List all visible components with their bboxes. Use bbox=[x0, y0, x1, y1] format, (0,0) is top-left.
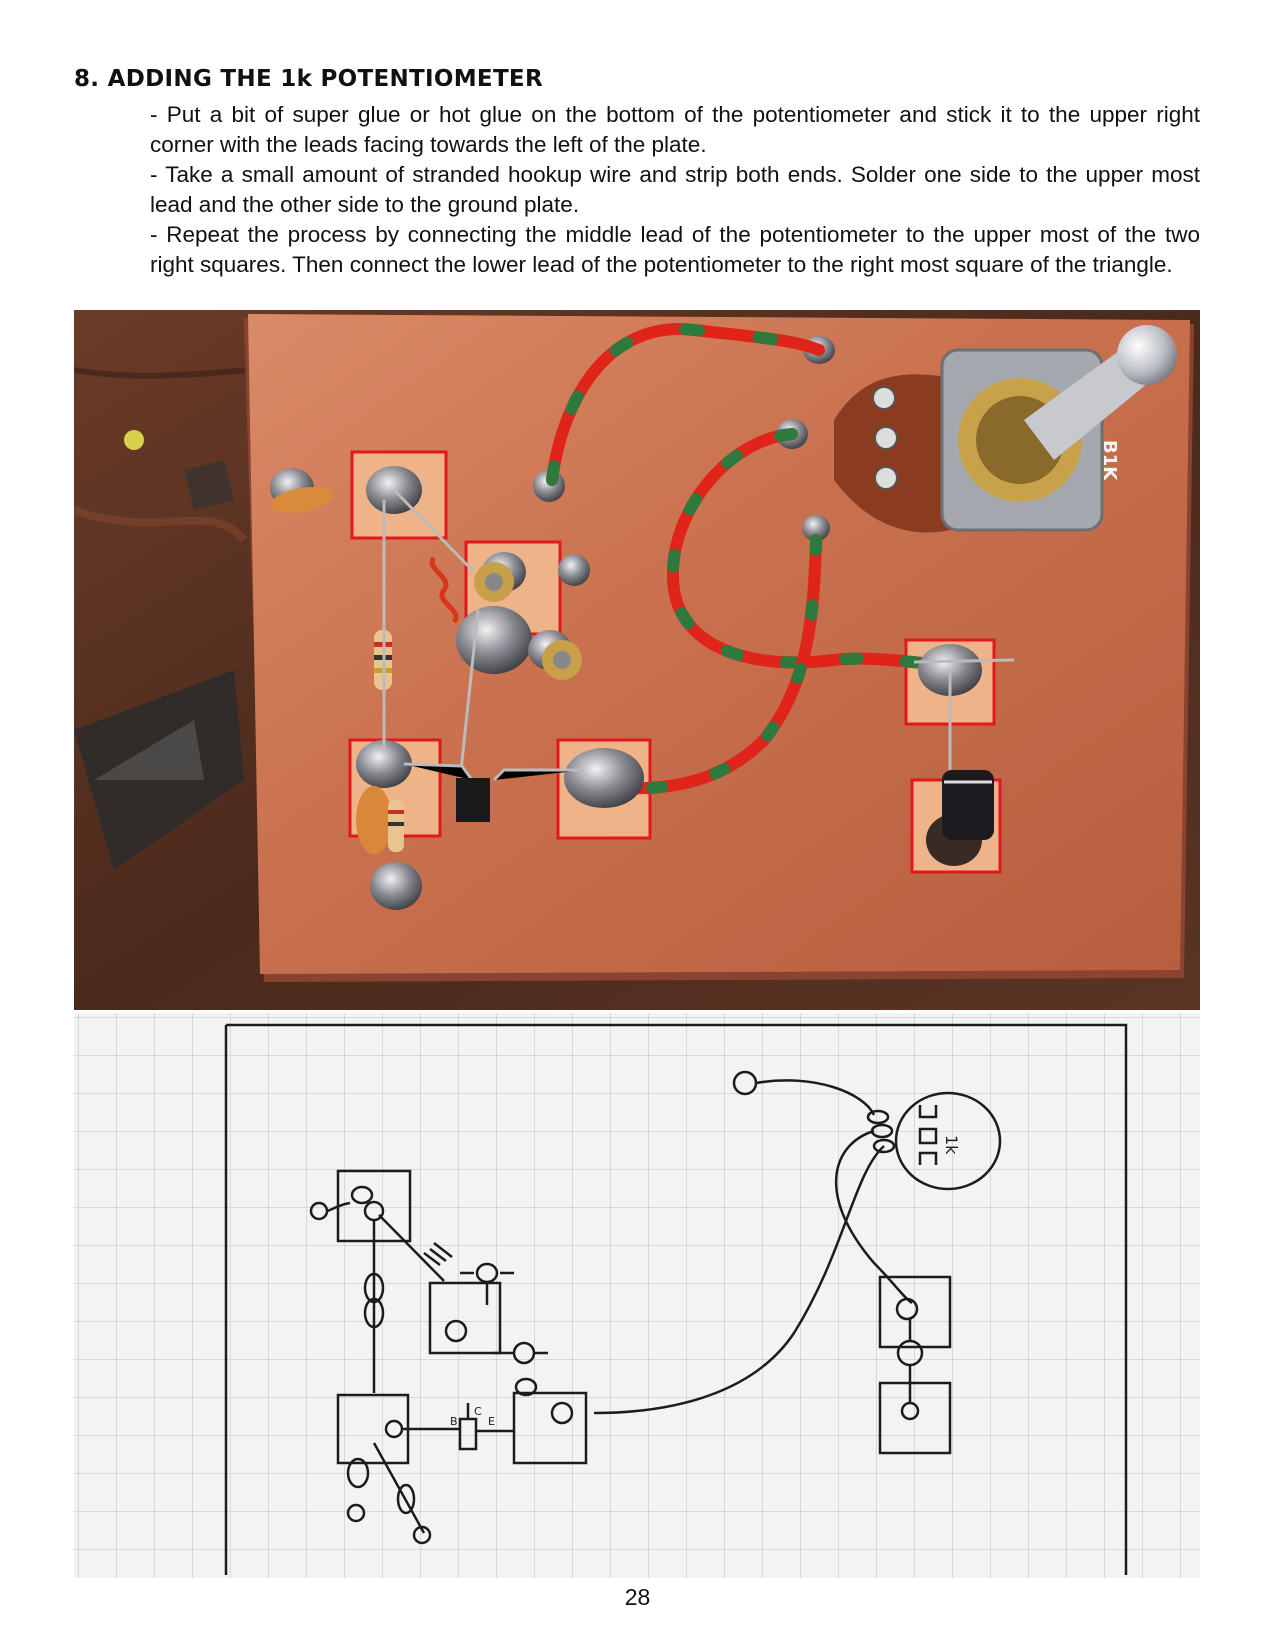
board-photo bbox=[74, 310, 1200, 1010]
transistor-pin-b: B bbox=[450, 1415, 458, 1428]
transistor-pin-e: E bbox=[488, 1415, 495, 1428]
pot-marking-label: B1K bbox=[1099, 440, 1120, 481]
sketch-pot-marking: 1k bbox=[942, 1135, 961, 1155]
page-number: 28 bbox=[624, 1584, 651, 1610]
board-sketch bbox=[74, 1013, 1200, 1578]
instruction-step-3: - Repeat the process by connecting the middle lead of the potentiometer to the upper most of the two right squares. Then connect the lower lead of the potentiometer to the right most square of the triangle. bbox=[150, 222, 1200, 277]
instruction-step-1: - Put a bit of super glue or hot glue on the bottom of the potentiometer and stick it to the upper right corner with the leads facing towards the left of the plate. bbox=[150, 102, 1200, 157]
instruction-step-2: - Take a small amount of stranded hookup wire and strip both ends. Solder one side to the upper most lead and the other side to the ground plate. bbox=[150, 162, 1200, 217]
instructions bbox=[150, 100, 1200, 280]
transistor-pin-c: C bbox=[474, 1405, 482, 1418]
section-heading: 8. ADDING THE 1k POTENTIOMETER bbox=[74, 66, 543, 92]
